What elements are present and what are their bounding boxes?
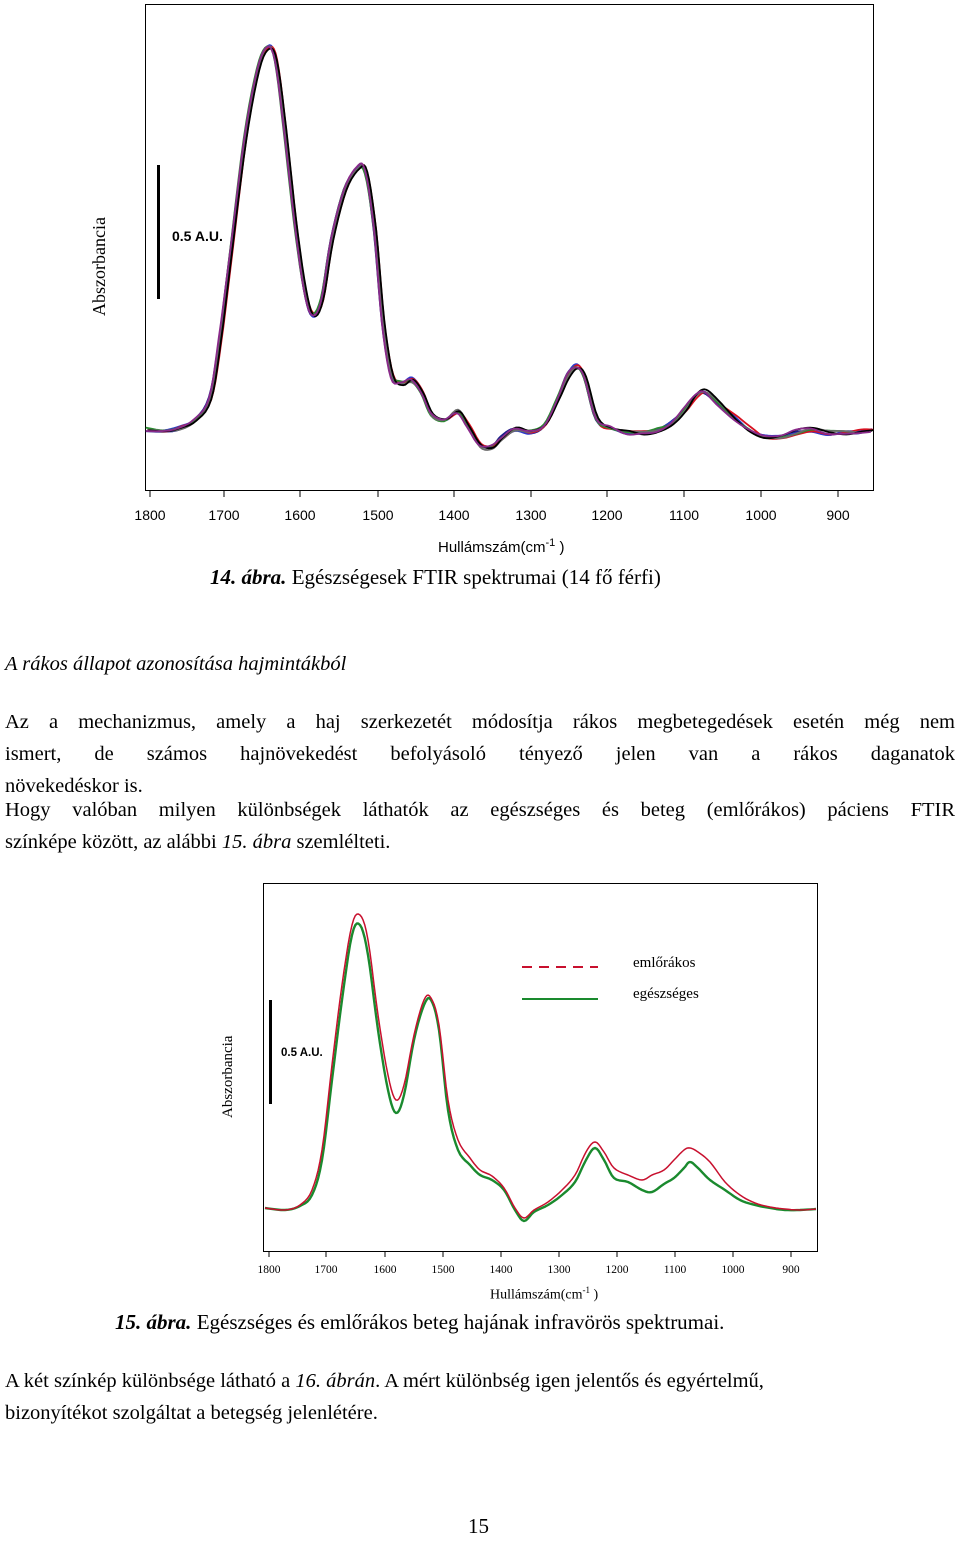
- figure-14-tick-label: 1100: [668, 507, 700, 523]
- figure-15-caption-text: Egészséges és emlőrákos beteg hajának infravörös spektrumai.: [191, 1310, 725, 1334]
- paragraph-2-line: színképe között, az alábbi 15. ábra szemlélteti.: [5, 831, 391, 853]
- figure-14-tick-label: 1800: [134, 507, 166, 523]
- figure-15-caption: [115, 1310, 724, 1335]
- legend-label-cancer: emlőrákos: [633, 955, 696, 971]
- figure-15-tick-label: 1200: [605, 1264, 629, 1276]
- figure-14-tick-label: 1200: [591, 507, 623, 523]
- paragraph-3-line: A két színkép különbsége látható a 16. ábrán. A mért különbség igen jelentős és egyértelmű,: [5, 1370, 764, 1392]
- figure-15-tick-label: 1600: [373, 1264, 397, 1276]
- paragraph-2-line: Hogy valóban milyen különbségek láthatók az egészséges és beteg (emlőrákos) páciens FTIR: [5, 799, 955, 821]
- figure-15-scale-label: 0.5 A.U.: [281, 1047, 323, 1059]
- figure-14-tick-label: 1500: [362, 507, 394, 523]
- figure-16-reference: 16. ábrán: [295, 1370, 376, 1392]
- legend-label-healthy: egészséges: [633, 986, 699, 1002]
- figure-15-tick-label: 1400: [489, 1264, 513, 1276]
- section-heading: A rákos állapot azonosítása hajmintákból: [5, 653, 347, 675]
- legend-line-samples: [520, 955, 610, 1005]
- figure-14-caption-number: 14. ábra.: [210, 565, 287, 589]
- figure-15-tick-label: 1000: [721, 1264, 745, 1276]
- paragraph-3: [5, 1365, 955, 1429]
- figure-15-tick-label: 1800: [257, 1264, 281, 1276]
- figure-14-scale-label: 0.5 A.U.: [172, 228, 223, 244]
- figure-15-x-axis-label: $Hullámszám(cm^{-1}$ ): [490, 1285, 599, 1303]
- figure-15-tick-label: 1300: [547, 1264, 571, 1276]
- figure-15-tick-label: 1700: [314, 1264, 338, 1276]
- figure-15-caption-number: 15. ábra.: [115, 1310, 192, 1334]
- figure-15-scale-bar: [269, 1000, 272, 1104]
- figure-14-tick-label: 1300: [515, 507, 547, 523]
- page-number: 15: [468, 1514, 489, 1538]
- paragraph-1-line: ismert, de számos hajnövekedést befolyásoló tényező jelen van a rákos daganatok: [5, 743, 955, 765]
- figure-14-tick-label: 900: [826, 507, 850, 523]
- figure-15-tick-label: 1500: [431, 1264, 455, 1276]
- figure-14-caption-text: Egészségesek FTIR spektrumai (14 fő férfi): [286, 565, 661, 589]
- paragraph-1-line: Az a mechanizmus, amely a haj szerkezetét módosítja rákos megbetegedések esetén még nem: [5, 711, 955, 733]
- paragraph-1-last-line: növekedéskor is.: [5, 775, 143, 797]
- figure-15-reference: 15. ábra: [221, 831, 292, 853]
- figure-15-tick-label: 1100: [663, 1264, 687, 1276]
- figure-15-legend: [520, 955, 720, 1015]
- figure-14-tick-label: 1000: [745, 507, 777, 523]
- figure-15-tick-label: 900: [782, 1264, 800, 1276]
- figure-14-x-axis-label: $Hullámszám(cm^{-1}$ ): [438, 537, 565, 556]
- figure-14-tick-label: 1400: [438, 507, 470, 523]
- figure-14-tick-label: 1600: [284, 507, 316, 523]
- paragraph-3-line: bizonyítékot szolgáltat a betegség jelenlétére.: [5, 1402, 378, 1424]
- figure-14-y-axis-label: Abszorbancia: [89, 217, 109, 316]
- figure-15-y-axis-label: Abszorbancia: [220, 1035, 236, 1118]
- figure-14-tick-label: 1700: [208, 507, 240, 523]
